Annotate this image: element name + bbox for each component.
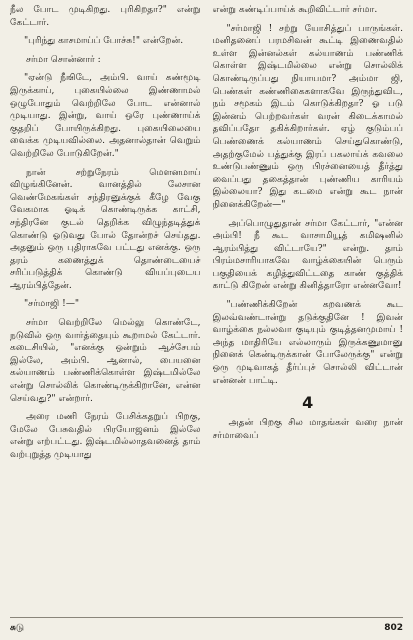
paragraph: அரை மணி நேரம் பேசிக்கதறுப் பிறகு, மேலே பேசுவதில் பிரயோஜனம் இல்லே என்று எற்பட்டது. இஷ்டமில்லாதவனைத் தாம் வற்புறுத்த முடியாது [10, 412, 201, 460]
paragraph: என்று கண்டிப்பாய்க் கூறிவிட்டார் சர்மா. [212, 5, 378, 15]
page-number: 802 [384, 623, 403, 633]
chapter-number: 4 [302, 393, 314, 413]
left-column [10, 4, 201, 614]
right-column [213, 4, 404, 614]
paragraph: "சர்மாஜி ! சற்று யோசித்துப் பாருங்கள். மனிதனைப் பரமசிவன் கூட்டி இணைவதில் உள்ள இன்னல்கள் கல்யாணம் பண்ணிக் கொள்ள இஷ்டமில்லை என்று சொல்லிக் கொண்டிருப்பது நியாயமா? அம்மா ஜி, பெண்கள் கண்ணிகைகளாகவே இருந்துவிட, நம் சமூகம் இடம் கொடுக்கிறதா? ஓ படு இன்னம் பெற்றவர்கள் வரன் கிடைக்காமல் தவிப்பதோ தகிக்கிறார்கள். ஏழ் குடும்பப் பெண்ணைக் கல்யாணம் செய்துகொண்டு, அதற்குமேல் பத்துக்கு இரப் பகலாய்க் கவலை உண்டுபண்ணும் ஒரு பிரச்னையைத் தீர்த்து வைப்பது தகைத்தான் புண்ணிய காரியம் இல்லையா? இது கடமை என்று கூட நான் நினைக்கிறேன்—" [212, 23, 403, 210]
text-columns [10, 4, 403, 614]
paragraph: சர்மா சொன்னார் : [26, 54, 101, 65]
chapter-opening-paragraph: அதன் பிறகு சில மாதங்கள் வரை நான் சர்மாவைப் [212, 418, 403, 441]
paragraph: நான் சற்றுநேரம் மௌனமாய் விழுங்கினேன். வானத்தில் லேசான வெண்மேகங்கள் சந்திரனுக்குக் கீழே வேகு வேகமாக ஓடிக் கொண்டிருக்க காட்சி, சந்திரனே குடல் தெறிக்க விழுந்தடித்துக் கொண்டு ஓடுவது போல் தோன்றச் செய்தது. அதனும் ஒரு புதிராகவே பட்டது எனக்கு. ஒரு தரம் கணைத்துக் தொண்டையைச் சரிப்படுத்திக் கொண்டு வியப்புடைய ஆரம்பித்தேன். [10, 167, 201, 291]
page-footer [10, 617, 403, 636]
paragraph: நீல போட முடிகிறது. புரிகிறதா?" என்று கேட்டார். [10, 5, 201, 28]
paragraph: அப்பொழுதுதான் சர்மா கேட்டார், "என்ன அம்பி! நீ கூட வாசாமியூத் கமிஷனில் ஆரம்பித்து விட்டாயே?" என்று. தாம் பிரம்மசாரியாகவே வாழ்க்கையின் பெரும் பகுதியைக் கழித்துவிட்டதை காண் குத்திக் காட்டு கிறேன் என்று கினித்தாரோ என்னவோ! [212, 218, 403, 292]
magazine-name: சுடு [10, 622, 24, 633]
paragraph: "புரிந்து காசமாய்ப் போச்சு!" என்றேன். [24, 36, 184, 47]
paragraph: சர்மா வெற்றிலே மெல்லு கொண்டே, நடுவில் ஒரு வார்த்தையும் கூறாமல் கேட்டார். கடைசியில், "எனக்கு ஒன்றும் ஆச்சேபம் இல்லே, அம்பி. ஆனால், பையனை கல்யாணம் பண்ணிக்கொள்ள இஷ்டமில்லே என்று சொல்லிக் கொண்டிருக்கிறானே, என்ன செய்வது?" என்றார். [10, 318, 201, 404]
paragraph: "சர்மாஜி !—" [24, 299, 80, 310]
paragraph: "பண்ணிக்கிறேன் கறவணக் கூட இலவ்வண்டான்று தடுக்குதினே ! இவன் வாழ்க்கை நல்லவா குடியும் குடித்தனமுமாய் ! அந்த மாதிரியே எல்லாரும் இருக்கணுமானு நினைக் கென்டிருக்கான் போலேருக்கு" என்று ஒரு முடிவாகத் தீர்ப்புச் சொல்லி விட்டான் என்னன் பாட்டி. [212, 300, 403, 386]
paragraph: "ஏன்டு நீஙிடே, அம்பி. வாய் கண்மூடி இருக்காய், புகையில்லை இண்ணாமல் ஒழுபோதும் வெற்றிலே போட என்னால் முடியாது. இன்று, வாய் ஒரே புண்ணாய்க் குதறிப் போயிருக்கிறது. புகையிலையை வைக்க முடியவில்லை. அதனால்தான் வெறும் வெற்றிலே போடுகிறேன்." [10, 73, 201, 159]
